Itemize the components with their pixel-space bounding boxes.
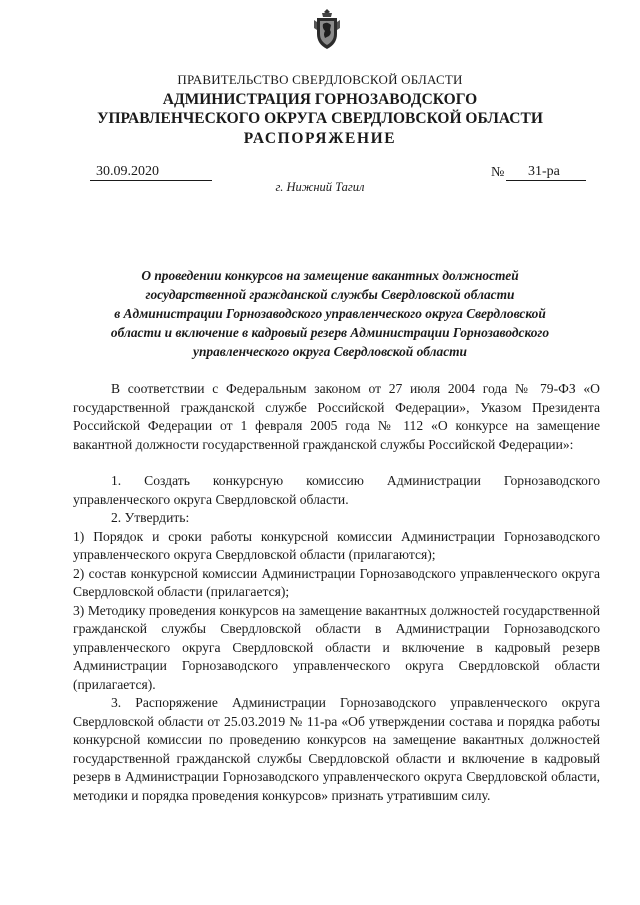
item-3-paragraph: 3. Распоряжение Администрации Горнозаводского управленческого округа Свердловской области от 25.03.2019 № 11-ра «Об утверждении состава и порядка работы конкурсной комиссии по проведению конкурсов на замещение вакантных должностей государственной гражданской службы Свердловской области и включение в кадровый резерв в Администрации Горнозаводского управленческого округа Свердловской области, методики и порядка проведения конкурсов» признать утратившим силу. bbox=[73, 695, 600, 803]
document-body bbox=[73, 380, 600, 805]
document-date: 30.09.2020 bbox=[90, 164, 212, 181]
preamble-paragraph: В соответствии с Федеральным законом от 27 июля 2004 года № 79-ФЗ «О государственной гражданской службе Российской Федерации», Указом Президента Российской Федерации от 1 февраля 2005 года № 112 «О конкурсе на замещение вакантной должности государственной гражданской службы Российской Федерации»: bbox=[73, 381, 600, 452]
item-2-3-paragraph: 3) Методику проведения конкурсов на замещение вакантных должностей государственной гражданской службы Свердловской области в Администрации Горнозаводского управленческого округа Свердловской области и включение в кадровый резерв Администрации Горнозаводского управленческого округа Свердловской области (прилагается). bbox=[73, 602, 600, 692]
title-line: О проведении конкурсов на замещение вакантных должностей bbox=[141, 268, 519, 283]
document-type: РАСПОРЯЖЕНИЕ bbox=[243, 130, 397, 147]
item-2-2-paragraph: 2) состав конкурсной комиссии Администрации Горнозаводского управленческого округа Свердловской области (прилагается); bbox=[73, 565, 600, 599]
document-number-label: № bbox=[491, 165, 505, 180]
title-line: в Администрации Горнозаводского управленческого округа Свердловской bbox=[114, 306, 546, 321]
title-line: области и включение в кадровый резерв Администрации Горнозаводского bbox=[110, 325, 550, 340]
title-line: управленческого округа Свердловской области bbox=[193, 344, 467, 359]
coat-of-arms-icon bbox=[313, 8, 341, 50]
title-line: государственной гражданской службы Свердловской области bbox=[145, 287, 515, 302]
document-city: г. Нижний Тагил bbox=[275, 180, 365, 194]
administration-name-line-2: УПРАВЛЕНЧЕСКОГО ОКРУГА СВЕРДЛОВСКОЙ ОБЛАСТИ bbox=[97, 110, 543, 127]
document-number: 31-ра bbox=[506, 164, 586, 181]
administration-name-line-1: АДМИНИСТРАЦИЯ ГОРНОЗАВОДСКОГО bbox=[162, 91, 478, 108]
item-2-paragraph: 2. Утвердить: bbox=[111, 510, 190, 525]
item-1-paragraph: 1. Создать конкурсную комиссию Администрации Горнозаводского управленческого округа Свердловской области. bbox=[73, 473, 600, 507]
item-2-1-paragraph: 1) Порядок и сроки работы конкурсной комиссии Администрации Горнозаводского управленческого округа Свердловской области (прилагаются); bbox=[73, 528, 600, 562]
document-title bbox=[60, 266, 600, 361]
government-name: ПРАВИТЕЛЬСТВО СВЕРДЛОВСКОЙ ОБЛАСТИ bbox=[177, 72, 463, 87]
